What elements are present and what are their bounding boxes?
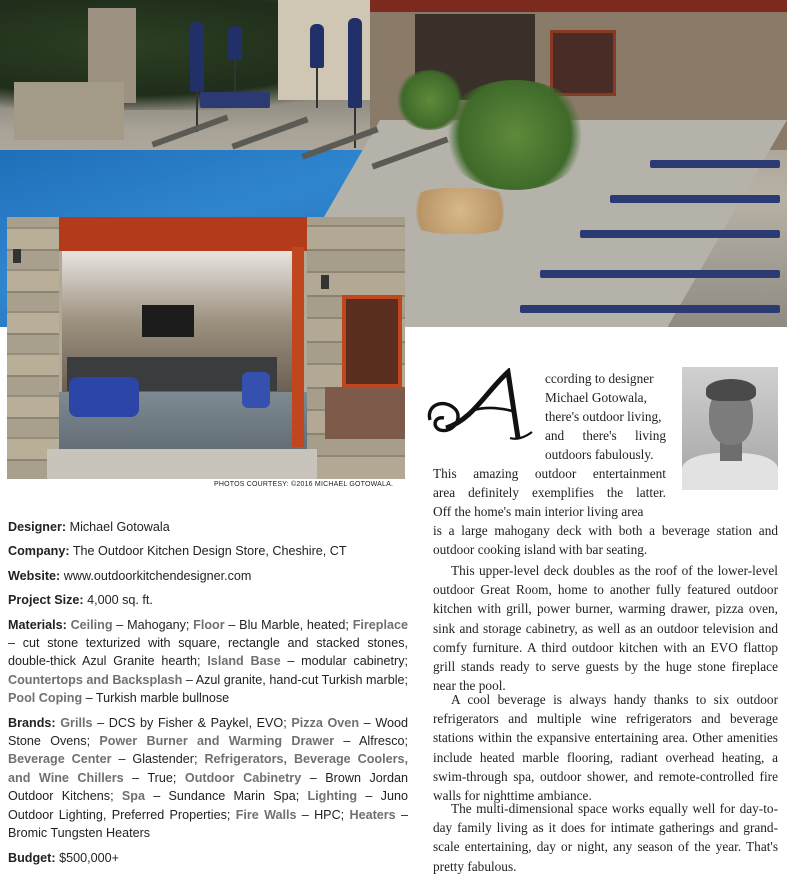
intro-line: there's outdoor living,: [545, 409, 662, 424]
intro-line: ccording to designer: [545, 371, 654, 386]
project-specs: [8, 518, 408, 873]
spec-project-size: Project Size: 4,000 sq. ft.: [8, 593, 153, 608]
designer-portrait: [682, 367, 778, 490]
spec-materials: Materials: Ceiling – Mahogany; Floor – Blu Marble, heated; Fireplace – cut stone texturized with square, rectangle and stacked stones, double-thick Azul Granite hearth; Island Base – modular cabinetry; Countertops and Backsplash – Azul granite, hand-cut Turkish marble; Pool Coping – Turkish marble bullnose: [8, 617, 409, 706]
article-paragraph: This upper-level deck doubles as the roof of the lower-level outdoor Great Room, home to another fully featured outdoor kitchen with grill, power burner, warming drawer, pizza oven, sink and storage cabinetry, as well as an outdoor television and comfy furniture. A third outdoor kitchen with an EVO flattop grill stands ready to serve guests by the huge stone fireplace near the pool.: [433, 563, 778, 694]
article-paragraph: A cool beverage is always handy thanks to six outdoor refrigerators and multiple wine refrigerators and beverage stations within the expansive entertaining area. Other amenities include heated marble flooring, radiant overhead heating, a swim-through spa, outdoor shower, and remote-controlled fire walls for nighttime ambiance.: [433, 692, 778, 804]
intro-line: outdoors fabulously.: [545, 447, 654, 462]
spec-designer: Designer: Michael Gotowala: [8, 520, 170, 534]
intro-line: is a large mahogany deck with both a beverage station and: [433, 523, 778, 538]
spec-company: Company: The Outdoor Kitchen Design Store, Cheshire, CT: [8, 544, 347, 559]
intro-line: This amazing outdoor entertainment: [433, 466, 666, 481]
spec-brands: Brands: Grills – DCS by Fisher & Paykel, EVO; Pizza Oven – Wood Stone Ovens; Power Burner and Warming Drawer – Alfresco; Beverage Center – Glastender; Refrigerators, Beverage Coolers, and Wine Chillers – True; Outdoor Cabinetry – Brown Jordan Outdoor Kitchens; Spa – Sundance Marin Spa; Lighting – Juno Outdoor Lighting, Preferred Properties; Fire Walls – HPC; Heaters – Bromic Tungsten Heaters: [8, 715, 408, 841]
intro-line: outdoor cooking island with bar seating.: [433, 542, 648, 557]
svg-text:A: A: [484, 388, 485, 389]
photo-credit: PHOTOS COURTESY: ©2016 MICHAEL GOTOWALA.: [214, 481, 394, 488]
spec-website: Website: www.outdoorkitchendesigner.com: [8, 568, 252, 583]
article-paragraph: The multi-dimensional space works equally well for day-to-day family living as it does for intimate gatherings and grand-scale entertaining, day or night, any season of the year. That's pretty fabulous.: [433, 801, 778, 874]
inset-photo: [7, 217, 405, 479]
intro-line: Michael Gotowala,: [545, 390, 647, 405]
intro-line: and there's living: [545, 428, 666, 443]
dropcap-letter: [424, 368, 534, 442]
intro-line: Off the home's main interior living area: [433, 504, 644, 519]
spec-budget: Budget: $500,000+: [8, 850, 119, 865]
intro-line: area definitely exemplifies the latter.: [433, 485, 666, 500]
